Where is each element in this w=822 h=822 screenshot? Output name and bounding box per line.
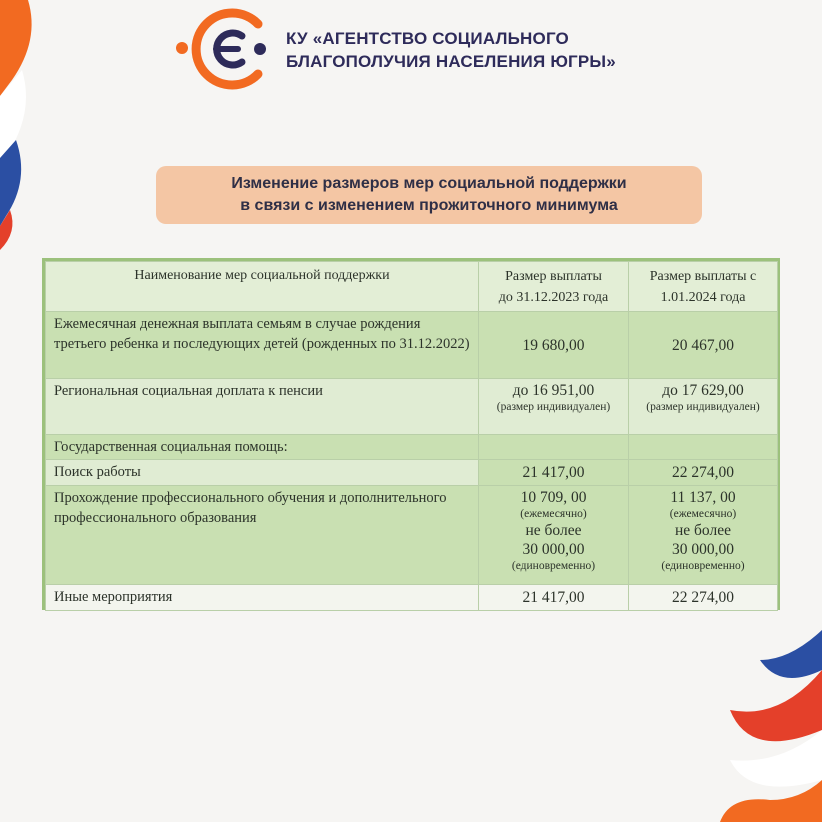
row-before-value: 21 417,00 — [479, 585, 629, 611]
row-name: Иные мероприятия — [46, 585, 479, 611]
row-after-cell — [629, 486, 778, 585]
row-name: Региональная социальная доплата к пенсии — [46, 379, 479, 435]
organization-name — [286, 27, 616, 73]
support-measures-table — [42, 258, 780, 610]
row-before-value: до 16 951,00 — [512, 382, 595, 399]
row-before-max: 30 000,00 — [522, 541, 585, 558]
header — [172, 6, 616, 94]
header-before — [479, 262, 629, 312]
row-name: Ежемесячная денежная выплата семьям в случае рождения третьего ребенка и последующих детей (рожденных по 31.12.2022) — [46, 312, 479, 379]
row-before-note: (размер индивидуален) — [496, 401, 611, 413]
agency-logo-icon — [172, 6, 272, 94]
row-after-max-label: не более — [675, 522, 731, 539]
row-after-empty — [629, 435, 778, 460]
row-after-monthly: (ежемесячно) — [669, 508, 737, 520]
row-after-value: 20 467,00 — [629, 312, 778, 379]
row-after-max: 30 000,00 — [672, 541, 734, 558]
row-before-value: 10 709, 00 — [520, 489, 587, 506]
table-row — [46, 460, 778, 486]
ribbon-decoration-top-left — [0, 0, 40, 250]
table-row — [46, 435, 778, 460]
header-after-line2: 1.01.2024 года — [660, 289, 746, 305]
row-after-value: 22 274,00 — [629, 460, 778, 486]
row-after-value: 22 274,00 — [629, 585, 778, 611]
row-before-monthly: (ежемесячно) — [520, 508, 587, 520]
table-row — [46, 379, 778, 435]
row-after-value: 11 137, 00 — [670, 489, 736, 506]
organization-name-line1: КУ «АГЕНТСТВО СОЦИАЛЬНОГО — [286, 29, 569, 48]
header-before-line2: до 31.12.2023 года — [498, 289, 609, 305]
title-line1: Изменение размеров мер социальной поддержки — [231, 175, 627, 192]
header-after — [629, 262, 778, 312]
row-before-value: 21 417,00 — [479, 460, 629, 486]
header-before-line1: Размер выплаты — [505, 268, 602, 284]
row-name: Государственная социальная помощь: — [46, 435, 479, 460]
title-line2: в связи с изменением прожиточного минимума — [240, 197, 618, 214]
row-before-empty — [479, 435, 629, 460]
row-before-cell — [479, 379, 629, 435]
ribbon-decoration-bottom-right — [690, 630, 822, 822]
row-after-once: (единовременно) — [661, 560, 745, 572]
row-before-max-label: не более — [525, 522, 582, 539]
row-before-value: 19 680,00 — [479, 312, 629, 379]
row-before-cell — [479, 486, 629, 585]
table-row — [46, 585, 778, 611]
row-after-value: до 17 629,00 — [662, 382, 744, 399]
header-after-line1: Размер выплаты с — [649, 268, 757, 284]
row-name: Поиск работы — [46, 460, 479, 486]
row-before-once: (единовременно) — [511, 560, 596, 572]
organization-name-line2: БЛАГОПОЛУЧИЯ НАСЕЛЕНИЯ ЮГРЫ» — [286, 52, 616, 71]
row-after-cell — [629, 379, 778, 435]
table-header-row — [46, 262, 778, 312]
header-name: Наименование мер социальной поддержки — [46, 262, 479, 312]
table-row — [46, 312, 778, 379]
row-name: Прохождение профессионального обучения и дополнительного профессионального образования — [46, 486, 479, 585]
row-after-note: (размер индивидуален) — [646, 401, 760, 413]
table-row — [46, 486, 778, 585]
title-banner — [156, 166, 702, 224]
